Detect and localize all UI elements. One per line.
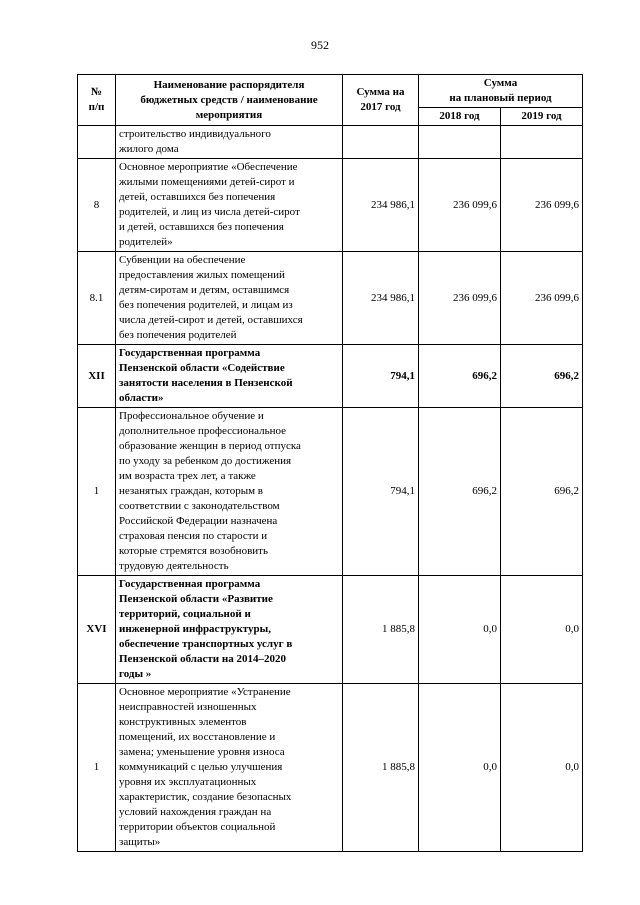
row-name: Субвенции на обеспечение предоставления жилых помещений детям-сиротам и детям, оставшимся без попечения родителей, и лицам из числа детей-сирот и детей, оставшихся без попечения родителей xyxy=(116,252,343,345)
row-name: строительство индивидуального жилого дома xyxy=(116,126,343,159)
row-name: Государственная программа Пензенской области «Содействие занятости населения в Пензенской области» xyxy=(116,345,343,408)
row-num xyxy=(78,126,116,159)
row-sum-2018: 0,0 xyxy=(419,576,501,684)
row-sum-2017: 234 986,1 xyxy=(343,252,419,345)
row-name: Государственная программа Пензенской области «Развитие территорий, социальной и инженерной инфраструктуры, обеспечение транспортных услуг в Пензенской области на 2014–2020 годы » xyxy=(116,576,343,684)
table-header-row xyxy=(78,75,583,108)
row-sum-2019 xyxy=(501,126,583,159)
row-num: 1 xyxy=(78,684,116,852)
row-num: 8.1 xyxy=(78,252,116,345)
row-name: Профессиональное обучение и дополнительное профессиональное образование женщин в период отпуска по уходу за ребенком до достижения им возраста трех лет, а также незанятых граждан, которым в соответствии с законодательством Российской Федерации назначена страховая пенсия по старости и которые стремятся возобновить трудовую деятельность xyxy=(116,408,343,576)
row-sum-2018: 0,0 xyxy=(419,684,501,852)
row-sum-2018: 236 099,6 xyxy=(419,252,501,345)
table-row xyxy=(78,159,583,252)
row-num: 1 xyxy=(78,408,116,576)
row-sum-2019: 0,0 xyxy=(501,576,583,684)
row-sum-2019: 696,2 xyxy=(501,345,583,408)
table-row xyxy=(78,252,583,345)
row-sum-2019: 236 099,6 xyxy=(501,252,583,345)
row-name: Основное мероприятие «Устранение неисправностей изношенных конструктивных элементов помещений, их восстановление и замена; уменьшение уровня износа коммуникаций с целью улучшения уровня их эксплуатационных характеристик, создание безопасных условий нахождения граждан на территории объектов социальной защиты» xyxy=(116,684,343,852)
row-num: 8 xyxy=(78,159,116,252)
row-sum-2018: 696,2 xyxy=(419,345,501,408)
header-num: № п/п xyxy=(78,75,116,126)
row-sum-2017: 234 986,1 xyxy=(343,159,419,252)
row-num: XVI xyxy=(78,576,116,684)
row-num: XII xyxy=(78,345,116,408)
row-sum-2018: 696,2 xyxy=(419,408,501,576)
table-row xyxy=(78,126,583,159)
row-sum-2017: 1 885,8 xyxy=(343,684,419,852)
table-row xyxy=(78,684,583,852)
header-2019: 2019 год xyxy=(501,108,583,126)
header-2018: 2018 год xyxy=(419,108,501,126)
row-sum-2017: 794,1 xyxy=(343,345,419,408)
table-row-program xyxy=(78,345,583,408)
row-sum-2019: 0,0 xyxy=(501,684,583,852)
row-name: Основное мероприятие «Обеспечение жилыми помещениями детей-сирот и детей, оставшихся без попечения родителей, и лиц из числа детей-сирот и детей, оставшихся без попечения родителей» xyxy=(116,159,343,252)
header-planned-period: Сумма на плановый период xyxy=(419,75,583,108)
header-name: Наименование распорядителя бюджетных средств / наименование мероприятия xyxy=(116,75,343,126)
page-number: 952 xyxy=(311,38,329,52)
budget-table xyxy=(77,74,583,852)
row-sum-2017: 794,1 xyxy=(343,408,419,576)
row-sum-2019: 696,2 xyxy=(501,408,583,576)
row-sum-2018: 236 099,6 xyxy=(419,159,501,252)
row-sum-2018 xyxy=(419,126,501,159)
row-sum-2019: 236 099,6 xyxy=(501,159,583,252)
table-row xyxy=(78,408,583,576)
table-row-program xyxy=(78,576,583,684)
header-sum-2017: Сумма на 2017 год xyxy=(343,75,419,126)
row-sum-2017 xyxy=(343,126,419,159)
row-sum-2017: 1 885,8 xyxy=(343,576,419,684)
